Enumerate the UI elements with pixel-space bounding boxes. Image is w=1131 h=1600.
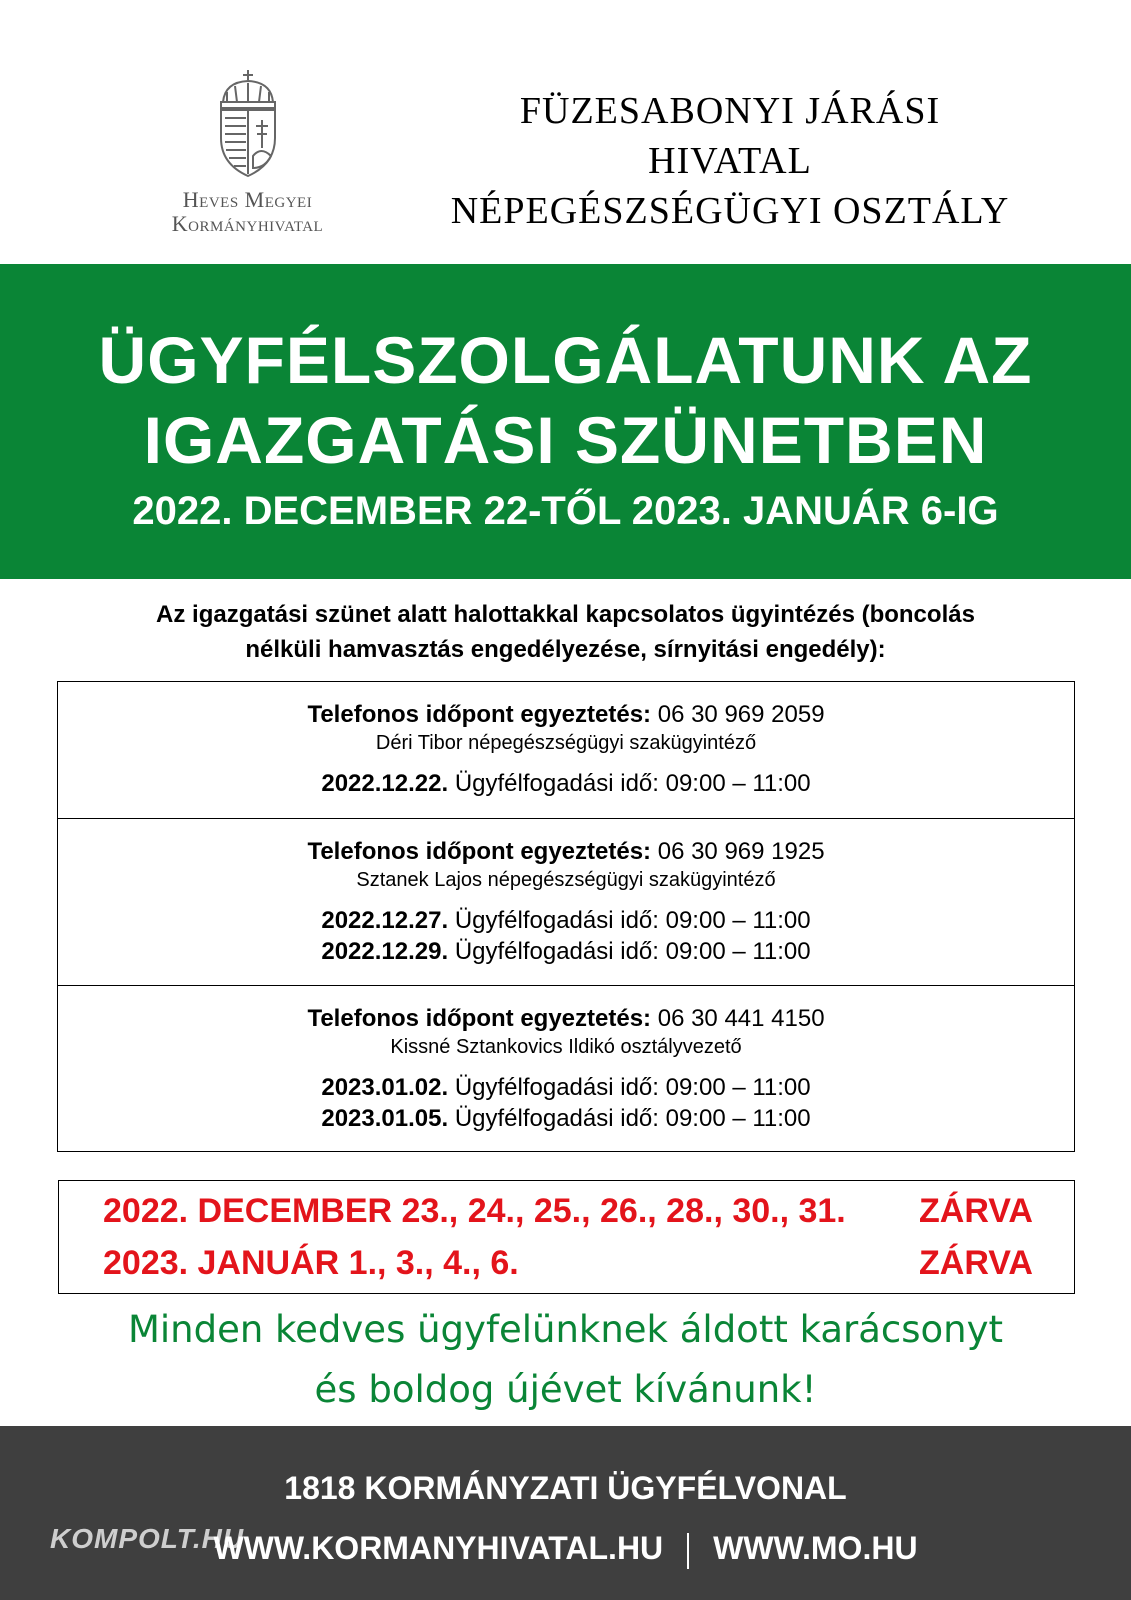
slot-time: Ügyfélfogadási idő: 09:00 – 11:00: [454, 1105, 811, 1132]
url-separator: [687, 1533, 689, 1569]
holiday-greeting: [40, 1300, 1091, 1420]
slot-list: [58, 768, 1074, 799]
contact-block: [58, 985, 1074, 1151]
watermark: KOMPOLT.HU: [50, 1523, 245, 1554]
phone-label: Telefonos időpont egyeztetés:: [307, 701, 652, 728]
slot-date: 2022.12.22.: [321, 770, 449, 797]
closed-row-january: [103, 1237, 1033, 1289]
government-logo: [130, 68, 365, 248]
intro-line-1: Az igazgatási szünet alatt halottakkal kapcsolatos ügyintézés (boncolás: [156, 601, 975, 628]
office-name: [400, 86, 1060, 236]
slot-time: Ügyfélfogadási idő: 09:00 – 11:00: [454, 770, 811, 797]
slot-row: [58, 936, 1074, 967]
coat-of-arms-icon: [213, 68, 283, 180]
contact-block: [58, 818, 1074, 985]
banner-title: [0, 320, 1131, 480]
slot-date: 2022.12.29.: [321, 938, 449, 965]
slot-row: [58, 905, 1074, 936]
contact-person: Kissné Sztankovics Ildikó osztályvezető: [390, 1036, 742, 1058]
closed-days-box: [58, 1180, 1075, 1294]
slot-list: [58, 1072, 1074, 1134]
slot-row: [58, 1103, 1074, 1134]
slot-date: 2023.01.05.: [321, 1105, 449, 1132]
phone-label: Telefonos időpont egyeztetés:: [307, 1005, 652, 1032]
phone-number: 06 30 969 1925: [657, 838, 825, 865]
contact-block: [58, 682, 1074, 818]
phone-number: 06 30 969 2059: [657, 701, 825, 728]
hotline-text: 1818 KORMÁNYZATI ÜGYFÉLVONAL: [284, 1470, 847, 1506]
slot-date: 2023.01.02.: [321, 1074, 449, 1101]
slot-time: Ügyfélfogadási idő: 09:00 – 11:00: [454, 1074, 811, 1101]
contact-person: Sztanek Lajos népegészségügyi szakügyintéző: [356, 869, 776, 891]
contact-person: Déri Tibor népegészségügyi szakügyintéző: [375, 732, 757, 754]
title-banner: [0, 264, 1131, 579]
header: [0, 0, 1131, 264]
contacts-table: [57, 681, 1075, 1152]
phone-line: [58, 700, 1074, 730]
url-mo[interactable]: WWW.MO.HU: [713, 1530, 918, 1566]
greeting-line-2: és boldog újévet kívánunk!: [314, 1368, 817, 1411]
intro-line-2: nélküli hamvasztás engedélyezése, sírnyitási engedély):: [245, 636, 886, 663]
office-line-2: HIVATAL: [648, 140, 812, 182]
greeting-line-1: Minden kedves ügyfelünknek áldott karácsonyt: [127, 1308, 1004, 1351]
closed-status: ZÁRVA: [919, 1244, 1033, 1282]
slot-list: [58, 905, 1074, 967]
logo-line-1: Heves Megyei: [182, 187, 313, 212]
closed-row-december: [103, 1185, 1033, 1237]
phone-line: [58, 1004, 1074, 1034]
phone-line: [58, 837, 1074, 867]
slot-time: Ügyfélfogadási idő: 09:00 – 11:00: [454, 907, 811, 934]
closed-dates: 2023. JANUÁR 1., 3., 4., 6.: [103, 1244, 519, 1282]
phone-number: 06 30 441 4150: [657, 1005, 825, 1032]
slot-row: [58, 768, 1074, 799]
slot-time: Ügyfélfogadási idő: 09:00 – 11:00: [454, 938, 811, 965]
slot-row: [58, 1072, 1074, 1103]
logo-line-2: Kormányhivatal: [171, 211, 324, 236]
url-kormanyhivatal[interactable]: WWW.KORMANYHIVATAL.HU: [213, 1530, 664, 1566]
banner-title-line-1: ÜGYFÉLSZOLGÁLATUNK AZ: [98, 323, 1033, 397]
closed-status: ZÁRVA: [919, 1192, 1033, 1230]
banner-title-line-2: IGAZGATÁSI SZÜNETBEN: [143, 403, 988, 477]
slot-date: 2022.12.27.: [321, 907, 449, 934]
footer: [0, 1426, 1131, 1600]
office-line-3: NÉPEGÉSZSÉGÜGYI OSZTÁLY: [450, 190, 1010, 232]
phone-label: Telefonos időpont egyeztetés:: [307, 838, 652, 865]
banner-subtitle: 2022. DECEMBER 22-TŐL 2023. JANUÁR 6-IG: [132, 489, 999, 533]
intro-text: [40, 597, 1091, 667]
closed-dates: 2022. DECEMBER 23., 24., 25., 26., 28., 30., 31.: [103, 1192, 846, 1230]
office-line-1: FÜZESABONYI JÁRÁSI: [519, 90, 941, 132]
